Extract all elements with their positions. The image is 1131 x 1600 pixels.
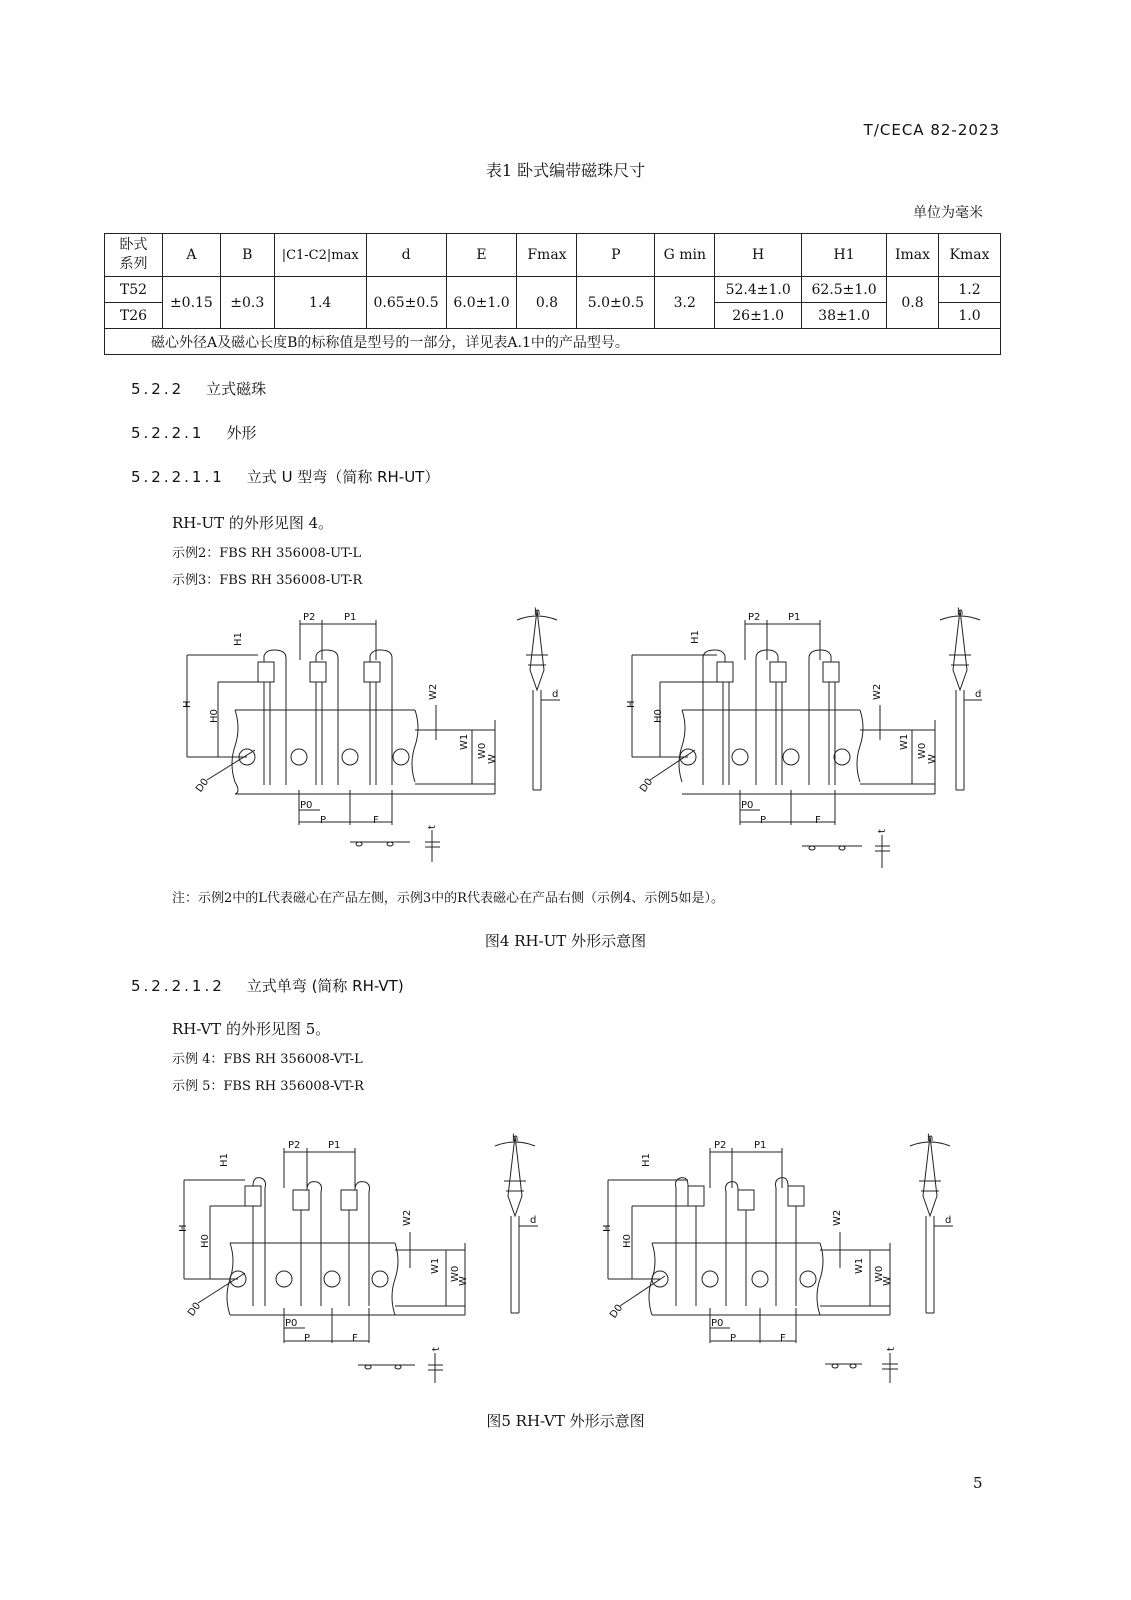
cell-f: 0.8 bbox=[517, 277, 577, 329]
label-w1: W1 bbox=[459, 733, 470, 750]
cell-c: 1.4 bbox=[274, 277, 366, 329]
table-caption: 表1 卧式编带磁珠尺寸 bbox=[485, 161, 646, 180]
cell-d: 0.65±0.5 bbox=[366, 277, 446, 329]
label-p0: P0 bbox=[285, 1318, 298, 1329]
label-p: P bbox=[304, 1333, 311, 1344]
side-view-head bbox=[495, 1136, 535, 1216]
label-w0: W0 bbox=[874, 1265, 885, 1282]
thickness-detail bbox=[358, 1353, 443, 1383]
header-f: Fmax bbox=[517, 234, 577, 277]
label-p2: P2 bbox=[303, 612, 316, 623]
dimension-lines bbox=[710, 1148, 782, 1188]
label-w: W bbox=[882, 1276, 893, 1286]
header-series bbox=[105, 234, 163, 277]
figure-4-caption: 图4 RH-UT 外形示意图 bbox=[484, 932, 647, 950]
bead-body bbox=[788, 1186, 804, 1206]
label-w0: W0 bbox=[477, 742, 488, 759]
figure-5-labels bbox=[178, 1133, 951, 1351]
lead-wire bbox=[756, 650, 782, 785]
figure-4-note: 注：示例2中的L代表磁心在产品左侧，示例3中的R代表磁心在产品右侧（示例4、示例5如是）。 bbox=[172, 891, 725, 906]
side-view-lead bbox=[926, 1216, 953, 1313]
header-series-label: 卧式系列 bbox=[119, 237, 148, 272]
label-t: t bbox=[886, 1347, 897, 1351]
section-5-2-2-1 bbox=[131, 422, 257, 443]
document-code: T/CECA 82-2023 bbox=[863, 121, 1000, 139]
label-h: H bbox=[602, 1224, 613, 1232]
cell-i: 0.8 bbox=[887, 277, 939, 329]
bead-body bbox=[341, 1190, 357, 1210]
bead-body bbox=[717, 662, 733, 682]
rhvt-text: RH-VT 的外形见图 5。 bbox=[172, 1020, 331, 1038]
side-view-head bbox=[910, 1136, 950, 1216]
cell-k: 1.2 bbox=[938, 277, 1000, 303]
section-5-2-2-1-2 bbox=[131, 975, 404, 996]
label-w2: W2 bbox=[872, 683, 883, 700]
label-h0: H0 bbox=[209, 709, 220, 723]
section-title: 立式 U 型弯（简称 RH-UT） bbox=[246, 468, 440, 486]
label-p1: P1 bbox=[344, 612, 357, 623]
tape-outline bbox=[649, 1243, 823, 1315]
bead-body bbox=[258, 662, 274, 682]
side-view-lead bbox=[956, 690, 982, 790]
label-w1: W1 bbox=[899, 733, 910, 750]
header-h1: H1 bbox=[802, 234, 887, 277]
bead-body bbox=[310, 662, 326, 682]
header-p: P bbox=[577, 234, 655, 277]
side-view-lead bbox=[533, 690, 560, 790]
lead-wire bbox=[349, 1182, 370, 1306]
lead-wire bbox=[703, 650, 729, 785]
cell-series: T26 bbox=[105, 303, 163, 329]
sprocket-hole bbox=[372, 1271, 388, 1287]
cell-h: 52.4±1.0 bbox=[715, 277, 802, 303]
dimension-lines bbox=[300, 620, 376, 660]
label-h0: H0 bbox=[622, 1234, 633, 1248]
side-view-head bbox=[517, 610, 557, 690]
label-h-angle: h bbox=[927, 1133, 934, 1144]
section-title: 立式磁珠 bbox=[206, 380, 267, 398]
bead-body bbox=[770, 662, 786, 682]
cell-h1: 38±1.0 bbox=[802, 303, 887, 329]
section-number: 5.2.2.1 bbox=[131, 424, 205, 442]
rhvt-example-5: 示例 5：FBS RH 356008-VT-R bbox=[172, 1079, 364, 1094]
table-note-row bbox=[105, 329, 1001, 355]
cell-h: 26±1.0 bbox=[715, 303, 802, 329]
table-header-row bbox=[105, 234, 1001, 277]
sprocket-hole bbox=[291, 749, 307, 765]
label-p: P bbox=[760, 815, 767, 826]
label-d0: D0 bbox=[608, 1302, 626, 1321]
rhvt-example-4: 示例 4：FBS RH 356008-VT-L bbox=[172, 1052, 363, 1067]
label-w0: W0 bbox=[450, 1265, 461, 1282]
dimension-lines bbox=[745, 620, 820, 660]
dimension-lines bbox=[184, 1180, 245, 1279]
lead-wire bbox=[776, 1178, 797, 1306]
lead-wire bbox=[253, 1178, 266, 1306]
lead-wire bbox=[676, 1178, 697, 1306]
cell-series: T52 bbox=[105, 277, 163, 303]
cell-h1: 62.5±1.0 bbox=[802, 277, 887, 303]
rhut-text: RH-UT 的外形见图 4。 bbox=[172, 514, 334, 532]
cell-g: 3.2 bbox=[655, 277, 715, 329]
cell-k: 1.0 bbox=[938, 303, 1000, 329]
figure-4-labels bbox=[182, 607, 981, 833]
figure-5-caption: 图5 RH-VT 外形示意图 bbox=[486, 1412, 645, 1430]
header-e: E bbox=[446, 234, 517, 277]
sprocket-hole bbox=[342, 749, 358, 765]
table-unit: 单位为毫米 bbox=[913, 205, 983, 221]
label-h1: H1 bbox=[641, 1153, 652, 1167]
header-k: Kmax bbox=[938, 234, 1000, 277]
section-5-2-2-1-1 bbox=[131, 466, 439, 487]
label-t: t bbox=[431, 1347, 442, 1351]
label-p2: P2 bbox=[748, 612, 761, 623]
thickness-detail bbox=[350, 830, 440, 862]
label-f: F bbox=[780, 1333, 786, 1344]
lead-wire bbox=[264, 650, 286, 785]
header-d: d bbox=[366, 234, 446, 277]
label-d: d bbox=[975, 689, 982, 700]
bead-body bbox=[245, 1186, 261, 1206]
label-t: t bbox=[877, 829, 888, 833]
label-p1: P1 bbox=[754, 1140, 767, 1151]
sprocket-hole bbox=[393, 749, 409, 765]
label-t: t bbox=[427, 825, 438, 829]
label-p2: P2 bbox=[714, 1140, 727, 1151]
bead-body bbox=[688, 1186, 704, 1206]
dimension-lines bbox=[187, 655, 258, 757]
header-g: G min bbox=[655, 234, 715, 277]
section-title: 立式单弯 (简称 RH-VT) bbox=[246, 977, 404, 995]
label-p0: P0 bbox=[711, 1318, 724, 1329]
lead-wire bbox=[316, 650, 338, 785]
sprocket-hole bbox=[834, 749, 850, 765]
label-f: F bbox=[373, 815, 379, 826]
label-d0: D0 bbox=[186, 1300, 204, 1319]
lead-wire bbox=[809, 650, 835, 785]
sprocket-hole bbox=[702, 1271, 718, 1287]
section-number: 5.2.2.1.2 bbox=[131, 977, 225, 995]
side-view-head bbox=[940, 610, 980, 690]
bead-body bbox=[823, 662, 839, 682]
cell-p: 5.0±0.5 bbox=[577, 277, 655, 329]
section-5-2-2 bbox=[131, 378, 266, 399]
bead-body bbox=[364, 662, 380, 682]
rhut-example-3: 示例3：FBS RH 356008-UT-R bbox=[172, 573, 363, 588]
label-w: W bbox=[927, 754, 938, 764]
label-h: H bbox=[178, 1224, 189, 1232]
label-p0: P0 bbox=[741, 800, 754, 811]
lead-wire bbox=[370, 650, 392, 785]
label-w0: W0 bbox=[917, 742, 928, 759]
sprocket-hole bbox=[276, 1271, 292, 1287]
d0-leader bbox=[198, 1273, 245, 1303]
label-h: H bbox=[182, 700, 193, 708]
label-w1: W1 bbox=[430, 1257, 441, 1274]
label-h1: H1 bbox=[690, 630, 701, 644]
label-p1: P1 bbox=[788, 612, 801, 623]
thickness-detail bbox=[802, 835, 890, 868]
lead-wire bbox=[726, 1182, 747, 1306]
header-b: B bbox=[220, 234, 274, 277]
label-d0: D0 bbox=[638, 776, 656, 795]
bead-body bbox=[738, 1190, 754, 1210]
label-h-angle: h bbox=[957, 607, 964, 618]
label-h1: H1 bbox=[233, 632, 244, 646]
label-d: d bbox=[945, 1215, 952, 1226]
label-w2: W2 bbox=[428, 683, 439, 700]
label-d: d bbox=[552, 689, 559, 700]
label-h-angle: h bbox=[512, 1133, 519, 1144]
header-i: Imax bbox=[887, 234, 939, 277]
label-w: W bbox=[458, 1276, 469, 1286]
section-number: 5.2.2 bbox=[131, 380, 185, 398]
sprocket-hole bbox=[732, 749, 748, 765]
sprocket-hole bbox=[324, 1271, 340, 1287]
header-h: H bbox=[715, 234, 802, 277]
cell-a: ±0.15 bbox=[162, 277, 220, 329]
page-number: 5 bbox=[973, 1474, 983, 1492]
label-w1: W1 bbox=[854, 1257, 865, 1274]
header-c bbox=[274, 234, 366, 277]
lead-wire bbox=[301, 1182, 322, 1306]
figure-5-drawing bbox=[160, 1128, 1000, 1388]
label-p: P bbox=[730, 1333, 737, 1344]
label-p2: P2 bbox=[288, 1140, 301, 1151]
label-p: P bbox=[320, 815, 327, 826]
cell-e: 6.0±1.0 bbox=[446, 277, 517, 329]
table-row-t52 bbox=[105, 277, 1001, 303]
figure-4-drawing bbox=[160, 600, 1000, 870]
table-note: 磁心外径A及磁心长度B的标称值是型号的一部分，详见表A.1中的产品型号。 bbox=[105, 329, 1001, 355]
dimension-table bbox=[104, 233, 1001, 355]
rhut-example-2: 示例2：FBS RH 356008-UT-L bbox=[172, 546, 362, 561]
section-title: 外形 bbox=[226, 424, 257, 442]
label-f: F bbox=[815, 815, 821, 826]
cell-b: ±0.3 bbox=[220, 277, 274, 329]
label-w2: W2 bbox=[402, 1209, 413, 1226]
sprocket-hole bbox=[783, 749, 799, 765]
label-d: d bbox=[530, 1215, 537, 1226]
label-f: F bbox=[352, 1333, 358, 1344]
d0-leader bbox=[620, 1276, 665, 1306]
label-h0: H0 bbox=[200, 1234, 211, 1248]
dimension-lines bbox=[632, 655, 717, 757]
label-w2: W2 bbox=[832, 1209, 843, 1226]
sprocket-hole bbox=[752, 1271, 768, 1287]
label-p0: P0 bbox=[300, 800, 313, 811]
header-a: A bbox=[162, 234, 220, 277]
label-h1: H1 bbox=[219, 1153, 230, 1167]
side-view-lead bbox=[511, 1216, 538, 1313]
label-h: H bbox=[626, 700, 637, 708]
dimension-lines bbox=[284, 1148, 355, 1188]
section-number: 5.2.2.1.1 bbox=[131, 468, 225, 486]
thickness-detail bbox=[825, 1353, 898, 1383]
sprocket-hole bbox=[800, 1271, 816, 1287]
label-d0: D0 bbox=[194, 776, 212, 795]
label-h0: H0 bbox=[653, 709, 664, 723]
bead-body bbox=[293, 1190, 309, 1210]
label-p1: P1 bbox=[328, 1140, 341, 1151]
tape-outline bbox=[232, 710, 418, 794]
header-c-label: |C1-C2|max bbox=[281, 248, 359, 263]
label-w: W bbox=[487, 754, 498, 764]
label-h-angle: h bbox=[534, 607, 541, 618]
